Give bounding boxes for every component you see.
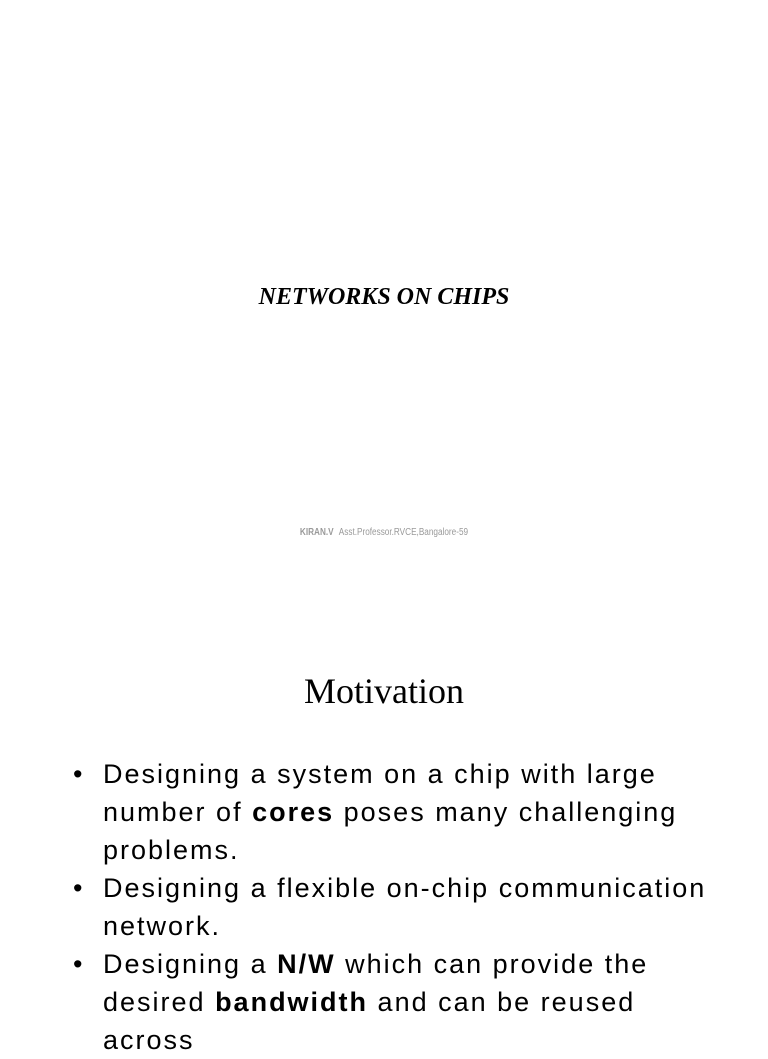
bullet-text-part: which can provide the desired (103, 949, 649, 1017)
slide-title: NETWORKS ON CHIPS (258, 284, 510, 310)
bullet-dot-icon: • (73, 873, 85, 903)
bullet-item (73, 869, 713, 945)
bullet-dot-icon: • (73, 759, 85, 789)
bullet-item (73, 755, 713, 869)
bullet-text (103, 949, 648, 1055)
bullet-text-part: Designing a flexible on-chip communication network. (103, 873, 707, 941)
bullet-item (73, 945, 713, 1059)
bullet-text-part: Designing a (103, 949, 278, 979)
bullet-text (103, 873, 706, 941)
bullet-text (103, 759, 677, 865)
bullet-bold-term: N/W (277, 949, 336, 979)
bullet-text-part: poses many challenging problems. (103, 797, 678, 865)
bullet-text-part: and can be reused across (103, 987, 636, 1055)
author-affiliation: Asst.Professor.RVCE,Bangalore-59 (338, 527, 469, 538)
bullet-bold-term: cores (252, 797, 335, 827)
author-line (69, 527, 699, 538)
section-heading: Motivation (304, 671, 464, 711)
bullet-dot-icon: • (73, 949, 85, 979)
bullet-text-part: Designing a system on a chip with large number of (103, 759, 657, 827)
author-name: KIRAN.V (299, 527, 334, 538)
bullet-list (73, 755, 713, 1059)
bullet-bold-term: bandwidth (215, 987, 369, 1017)
